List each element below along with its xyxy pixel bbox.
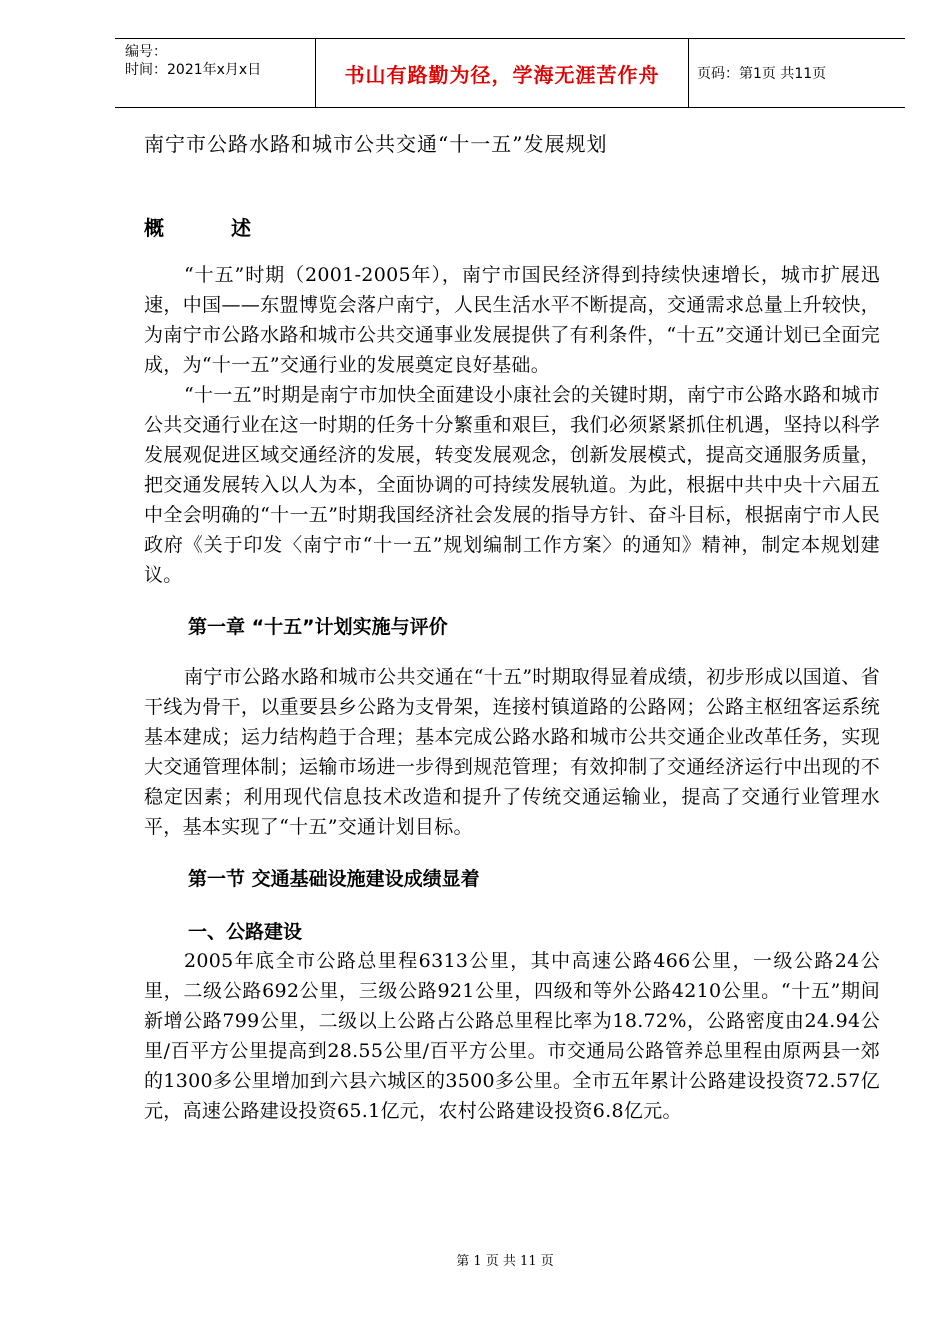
chapter-paragraph: 南宁市公路水路和城市公共交通在“十五”时期取得显着成绩，初步形成以国道、省干线为骨干，以重要县乡公路为支骨架，连接村镇道路的公路网；公路主枢纽客运系统基本建成；运力结构趋于合理；基本完成公路水路和城市公共交通企业改革任务，实现大交通管理体制；运输市场进一步得到规范管理；有效抑制了交通经济运行中出现的不稳定因素；利用现代信息技术改造和提升了传统交通运输业，提高了交通行业管理水平，基本实现了“十五”交通计划目标。 (144, 666, 880, 838)
subsection-heading: 一、公路建设 (188, 921, 303, 943)
page-footer: 第 1 页 共 11 页 (456, 1254, 554, 1269)
document-number-label: 编号： (125, 44, 167, 60)
section-heading: 第一节 交通基础设施建设成绩显着 (188, 868, 480, 890)
overview-paragraph: “十一五”时期是南宁市加快全面建设小康社会的关键时期，南宁市公路水路和城市公共交通行业在这一时期的任务十分繁重和艰巨，我们必须紧紧抓住机遇，坚持以科学发展观促进区域交通经济的发展，转变发展观念，创新发展模式，提高交通服务质量，把交通发展转入以人为本，全面协调的可持续发展轨道。为此，根据中共中央十六届五中全会明确的“十一五”时期我国经济社会发展的指导方针、奋斗目标，根据南宁市人民政府《关于印发〈南宁市“十一五”规划编制工作方案〉的通知》精神，制定本规划建议。 (144, 384, 880, 586)
document-body (144, 128, 880, 1126)
subsection-paragraph: 2005年底全市公路总里程6313公里，其中高速公路466公里，一级公路24公里，二级公路692公里，三级公路921公里，四级和等外公路4210公里。“十五”期间新增公路799公里，二级以上公路占公路总里程比率为18.72%，公路密度由24.94公里/百平方公里提高到28.55公里/百平方公里。市交通局公路管养总里程由原两县一郊的1300多公里增加到六县六城区的3500多公里。全市五年累计公路建设投资72.57亿元，高速公路建设投资65.1亿元，农村公路建设投资6.8亿元。 (144, 950, 880, 1122)
document-title: 南宁市公路水路和城市公共交通“十一五”发展规划 (144, 132, 608, 156)
document-time-label: 时间：2021年x月x日 (125, 62, 262, 78)
overview-paragraph: “十五”时期（2001-2005年），南宁市国民经济得到持续快速增长，城市扩展迅速，中国——东盟博览会落户南宁，人民生活水平不断提高，交通需求总量上升较快，为南宁市公路水路和城市公共交通事业发展提供了有利条件，“十五”交通计划已全面完成，为“十一五”交通行业的发展奠定良好基础。 (144, 264, 880, 376)
header-motto: 书山有路勤为径，学海无涯苦作舟 (315, 39, 689, 107)
overview-heading: 概 述 (144, 216, 251, 240)
header-page-info: 页码：第1页 共11页 (697, 66, 827, 82)
header-meta (115, 39, 315, 107)
header-table (115, 38, 905, 108)
chapter-heading: 第一章 “十五”计划实施与评价 (188, 616, 448, 638)
